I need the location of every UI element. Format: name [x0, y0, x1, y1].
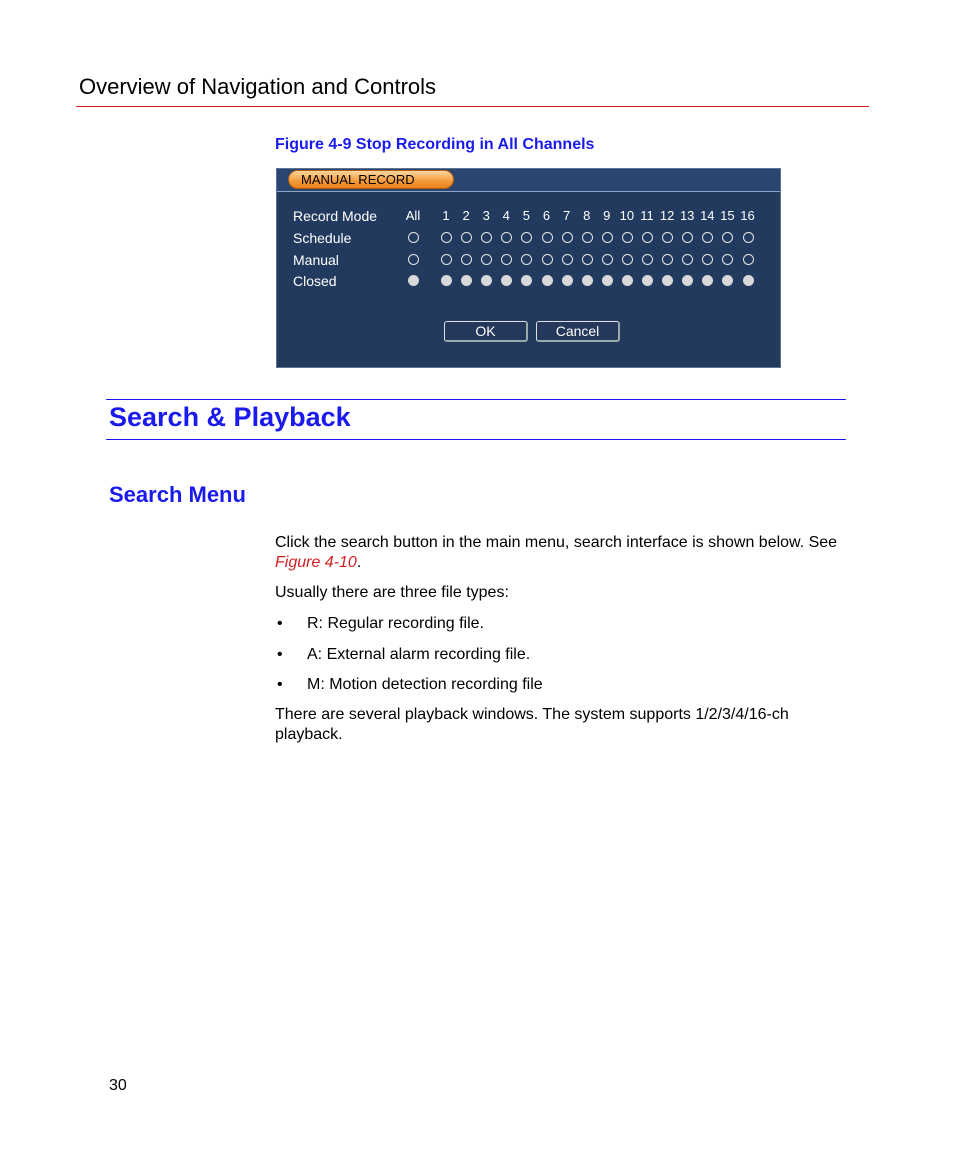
- channel-radio-2[interactable]: [461, 275, 472, 286]
- channel-header-12: 12: [659, 208, 675, 223]
- manual-record-panel: [276, 168, 781, 368]
- channel-header-2: 2: [462, 208, 470, 223]
- channel-radio-9[interactable]: [602, 275, 613, 286]
- section-rule-top: [106, 399, 846, 400]
- channel-radio-8[interactable]: [582, 254, 593, 265]
- channel-radio-3[interactable]: [481, 232, 492, 243]
- channel-header-3: 3: [482, 208, 490, 223]
- channel-radio-1[interactable]: [441, 232, 452, 243]
- bullet-marker: •: [277, 676, 283, 693]
- channel-radio-7[interactable]: [562, 275, 573, 286]
- mode-row-manual: [293, 251, 773, 273]
- channel-radio-15[interactable]: [722, 275, 733, 286]
- mode-label: Closed: [293, 273, 337, 289]
- channel-radio-3[interactable]: [481, 275, 492, 286]
- intro-text: Click the search button in the main menu, search interface is shown below. See: [275, 534, 838, 551]
- all-radio-closed[interactable]: [408, 275, 419, 286]
- channel-header-15: 15: [720, 208, 735, 223]
- channel-radio-7[interactable]: [562, 254, 573, 265]
- manual-record-tab[interactable]: MANUAL RECORD: [288, 170, 454, 189]
- header-divider: [76, 106, 869, 107]
- all-column-label: All: [405, 208, 421, 223]
- channel-header-7: 7: [562, 208, 571, 223]
- channel-radio-5[interactable]: [521, 275, 532, 286]
- list-item: M: Motion detection recording file: [307, 676, 543, 693]
- section-rule-bottom: [106, 439, 846, 440]
- ok-button[interactable]: OK: [444, 321, 528, 342]
- channel-radio-1[interactable]: [441, 275, 452, 286]
- record-mode-label: Record Mode: [293, 208, 378, 224]
- mode-row-schedule: [293, 229, 773, 251]
- figure-link[interactable]: Figure 4-10: [275, 554, 357, 571]
- all-radio-schedule[interactable]: [408, 232, 419, 243]
- cancel-button[interactable]: Cancel: [536, 321, 620, 342]
- channel-radio-12[interactable]: [662, 232, 673, 243]
- channel-radio-4[interactable]: [501, 275, 512, 286]
- channel-radio-8[interactable]: [582, 275, 593, 286]
- channel-radio-10[interactable]: [622, 254, 633, 265]
- all-radio-manual[interactable]: [408, 254, 419, 265]
- channel-radio-14[interactable]: [702, 254, 713, 265]
- channel-radio-16[interactable]: [743, 232, 754, 243]
- channel-radio-1[interactable]: [441, 254, 452, 265]
- channel-radio-13[interactable]: [682, 254, 693, 265]
- list-item: R: Regular recording file.: [307, 615, 484, 632]
- channel-radio-4[interactable]: [501, 232, 512, 243]
- channel-header-6: 6: [542, 208, 551, 223]
- channel-radio-13[interactable]: [682, 275, 693, 286]
- bullet-marker: •: [277, 646, 283, 663]
- channel-header-16: 16: [740, 208, 755, 223]
- channel-radio-11[interactable]: [642, 275, 653, 286]
- channel-radio-9[interactable]: [602, 232, 613, 243]
- panel-title-bar: [277, 169, 780, 192]
- channel-radio-2[interactable]: [461, 254, 472, 265]
- channel-radio-15[interactable]: [722, 232, 733, 243]
- closing-paragraph: There are several playback windows. The system supports 1/2/3/4/16-ch playback.: [275, 706, 789, 743]
- channel-radio-7[interactable]: [562, 232, 573, 243]
- channel-header-8: 8: [583, 208, 591, 223]
- channel-header-1: 1: [442, 208, 450, 223]
- channel-radio-6[interactable]: [542, 275, 553, 286]
- channel-header-5: 5: [522, 208, 530, 223]
- channel-radio-5[interactable]: [521, 254, 532, 265]
- mode-label: Manual: [293, 251, 339, 268]
- channel-header-11: 11: [640, 208, 654, 223]
- header-row: [293, 207, 773, 229]
- channel-radio-14[interactable]: [702, 275, 713, 286]
- channel-radio-16[interactable]: [743, 254, 754, 265]
- mode-label: Schedule: [293, 230, 352, 246]
- channel-radio-16[interactable]: [743, 275, 754, 286]
- channel-header-14: 14: [700, 208, 715, 223]
- channel-radio-14[interactable]: [702, 232, 713, 243]
- page-number: 30: [109, 1077, 127, 1094]
- figure-caption: Figure 4-9 Stop Recording in All Channels: [275, 136, 595, 153]
- channel-radio-11[interactable]: [642, 232, 653, 243]
- channel-radio-10[interactable]: [622, 232, 633, 243]
- page-header-title: Overview of Navigation and Controls: [79, 74, 437, 99]
- channel-header-4: 4: [502, 208, 510, 223]
- subsection-heading: Search Menu: [109, 482, 246, 507]
- channel-radio-12[interactable]: [662, 254, 673, 265]
- channel-radio-9[interactable]: [602, 254, 613, 265]
- section-heading: Search & Playback: [109, 402, 351, 432]
- channel-radio-4[interactable]: [501, 254, 512, 265]
- channel-radio-6[interactable]: [542, 232, 553, 243]
- channel-header-13: 13: [679, 208, 695, 223]
- channel-header-9: 9: [603, 208, 611, 223]
- channel-radio-15[interactable]: [722, 254, 733, 265]
- types-intro: Usually there are three file types:: [275, 584, 509, 601]
- channel-radio-11[interactable]: [642, 254, 653, 265]
- intro-paragraph: [275, 533, 850, 573]
- channel-radio-6[interactable]: [542, 254, 553, 265]
- channel-radio-8[interactable]: [582, 232, 593, 243]
- bullet-marker: •: [277, 615, 283, 632]
- channel-radio-5[interactable]: [521, 232, 532, 243]
- channel-header-10: 10: [619, 208, 635, 223]
- channel-radio-10[interactable]: [622, 275, 633, 286]
- intro-end: .: [356, 554, 362, 571]
- mode-row-closed: [293, 272, 773, 294]
- channel-radio-13[interactable]: [682, 232, 693, 243]
- channel-radio-3[interactable]: [481, 254, 492, 265]
- list-item: A: External alarm recording file.: [307, 646, 531, 663]
- channel-radio-2[interactable]: [461, 232, 472, 243]
- channel-radio-12[interactable]: [662, 275, 673, 286]
